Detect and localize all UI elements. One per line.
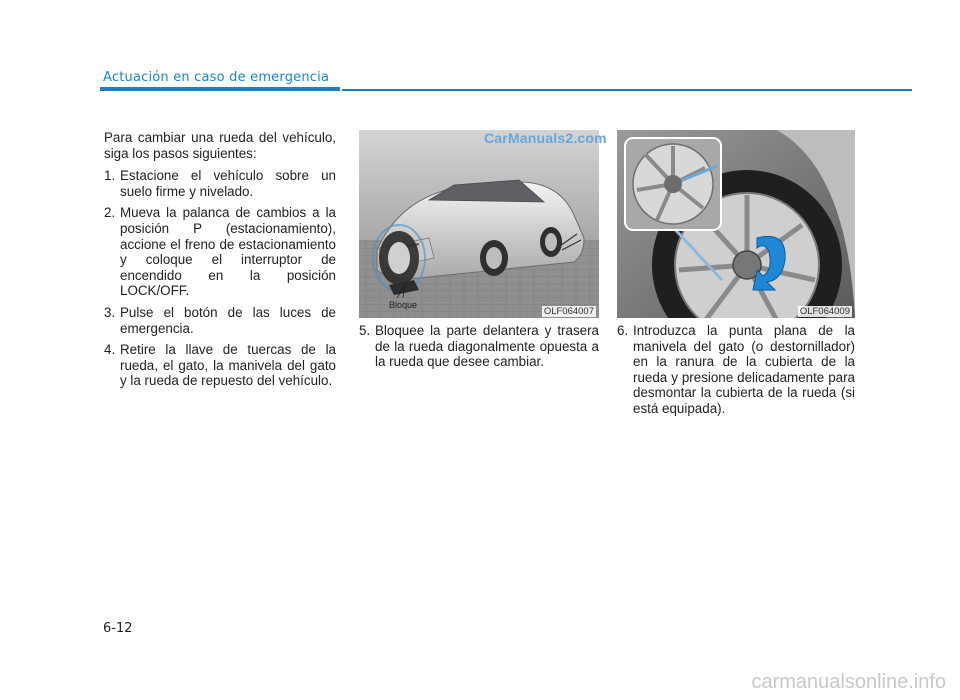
step-number: 2. bbox=[104, 205, 116, 221]
step-text: Bloquee la parte delantera y trasera de la rueda diagonalmente opuesta a la rueda que desee cambiar. bbox=[375, 323, 599, 370]
step-number: 6. bbox=[617, 323, 629, 338]
page-number: 6-12 bbox=[103, 621, 133, 636]
step-4 bbox=[104, 342, 336, 389]
step-number: 4. bbox=[104, 342, 116, 358]
step-6 bbox=[617, 323, 855, 417]
wheel-illustration bbox=[617, 130, 855, 318]
step-number: 5. bbox=[359, 323, 371, 338]
step-2 bbox=[104, 205, 336, 299]
step-text: Introduzca la punta plana de la manivela del gato (o destornillador) en la ranura de la cubierta de la rueda y presione delicadamente para desmontar la cubierta de la rueda (si está equipada). bbox=[633, 323, 855, 416]
step-number: 1. bbox=[104, 168, 116, 184]
header-rule-thin bbox=[342, 89, 912, 91]
section-header-title: Actuación en caso de emergencia bbox=[103, 70, 330, 85]
figure-car-wheel-chocks bbox=[359, 130, 599, 318]
step-text: Estacione el vehículo sobre un suelo firme y nivelado. bbox=[120, 168, 336, 199]
step-1 bbox=[104, 168, 336, 199]
footer-site-text: carmanualsonline.info bbox=[751, 671, 946, 693]
car-illustration bbox=[359, 130, 599, 318]
header-rule-thick bbox=[100, 87, 340, 91]
text-column-2 bbox=[359, 323, 599, 376]
text-column-1 bbox=[104, 130, 336, 395]
figure-code: OLF064007 bbox=[543, 306, 594, 317]
figure-wheel-cover-removal bbox=[617, 130, 855, 318]
intro-paragraph: Para cambiar una rueda del vehículo, siga los pasos siguientes: bbox=[104, 130, 336, 161]
step-text: Retire la llave de tuercas de la rueda, el gato, la manivela del gato y la rueda de repuesto del vehículo. bbox=[120, 342, 336, 389]
figure-code: OLF064009 bbox=[799, 306, 850, 317]
watermark: CarManuals2.com bbox=[484, 130, 607, 146]
step-text: Mueva la palanca de cambios a la posición P (estacionamiento), accione el freno de estacionamiento y coloque el interruptor de encendido en la posición LOCK/OFF. bbox=[120, 205, 336, 299]
text-column-3 bbox=[617, 323, 855, 423]
step-5 bbox=[359, 323, 599, 370]
figure-label-bloque: Bloque bbox=[389, 300, 418, 310]
step-number: 3. bbox=[104, 304, 116, 320]
step-3 bbox=[104, 305, 336, 336]
step-text: Pulse el botón de las luces de emergencia. bbox=[120, 304, 336, 336]
